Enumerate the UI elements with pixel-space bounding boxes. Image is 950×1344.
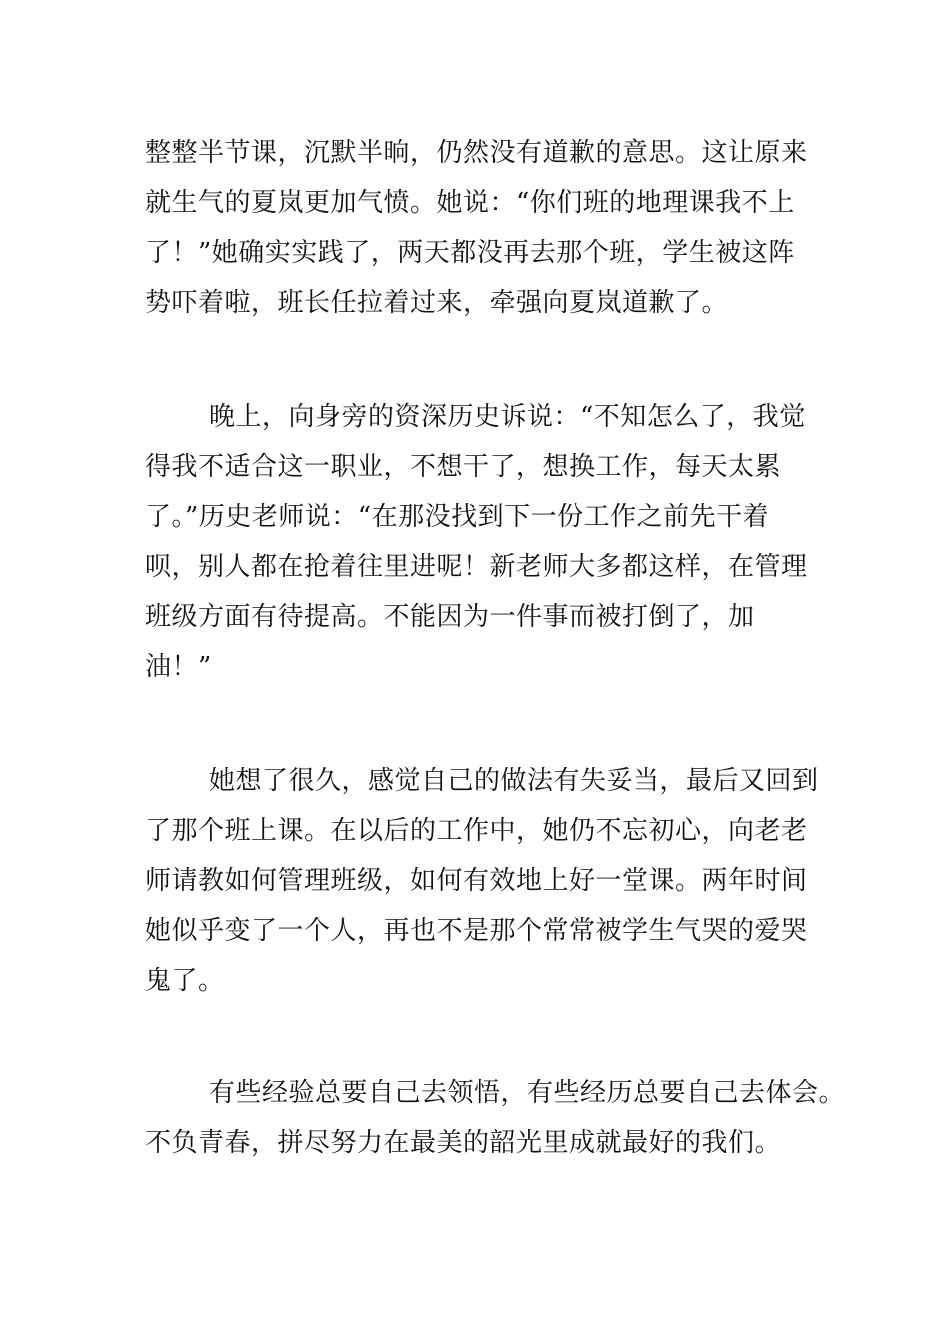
- paragraph-line: 有些经验总要自己去领悟，有些经历总要自己去体会。: [209, 1078, 846, 1108]
- paragraph-4: [145, 1068, 846, 1168]
- paragraph-line: 了那个班上课。在以后的工作中，她仍不忘初心，向老老: [145, 816, 808, 846]
- paragraph-line: 就生气的夏岚更加气愤。她说：“你们班的地理课我不上: [145, 188, 795, 218]
- paragraph-line: 鬼了。: [145, 966, 225, 996]
- paragraph-line: 了。”历史老师说：“在那没找到下一份工作之前先干着: [145, 502, 770, 532]
- paragraph-line: 油！”: [145, 652, 212, 682]
- paragraph-2: [145, 392, 810, 692]
- paragraph-spacer: [145, 692, 810, 756]
- paragraph-line: 了！”她确实实践了，两天都没再去那个班，学生被这阵: [145, 238, 795, 268]
- paragraph-line: 势吓着啦，班长任拉着过来，牵强向夏岚道歉了。: [145, 288, 729, 318]
- paragraph-3: [145, 756, 819, 1006]
- paragraph-line: 晚上，向身旁的资深历史诉说：“不知怎么了，我觉: [209, 402, 806, 432]
- paragraph-line: 她似乎变了一个人，再也不是那个常常被学生气哭的爱哭: [145, 916, 808, 946]
- paragraph-spacer: [145, 1006, 810, 1068]
- paragraph-line: 呗，别人都在抢着往里进呢！新老师大多都这样，在管理: [145, 552, 808, 582]
- paragraph-1: [145, 128, 810, 328]
- paragraph-spacer: [145, 328, 810, 392]
- paragraph-line: 班级方面有待提高。不能因为一件事而被打倒了，加: [145, 602, 755, 632]
- document-body: [145, 128, 846, 1168]
- paragraph-line: 师请教如何管理班级，如何有效地上好一堂课。两年时间: [145, 866, 808, 896]
- paragraph-line: 整整半节课，沉默半晌，仍然没有道歉的意思。这让原来: [145, 138, 808, 168]
- paragraph-line: 不负青春，拼尽努力在最美的韶光里成就最好的我们。: [145, 1128, 782, 1158]
- paragraph-line: 得我不适合这一职业，不想干了，想换工作，每天太累: [145, 452, 782, 482]
- paragraph-line: 她想了很久，感觉自己的做法有失妥当，最后又回到: [209, 766, 819, 796]
